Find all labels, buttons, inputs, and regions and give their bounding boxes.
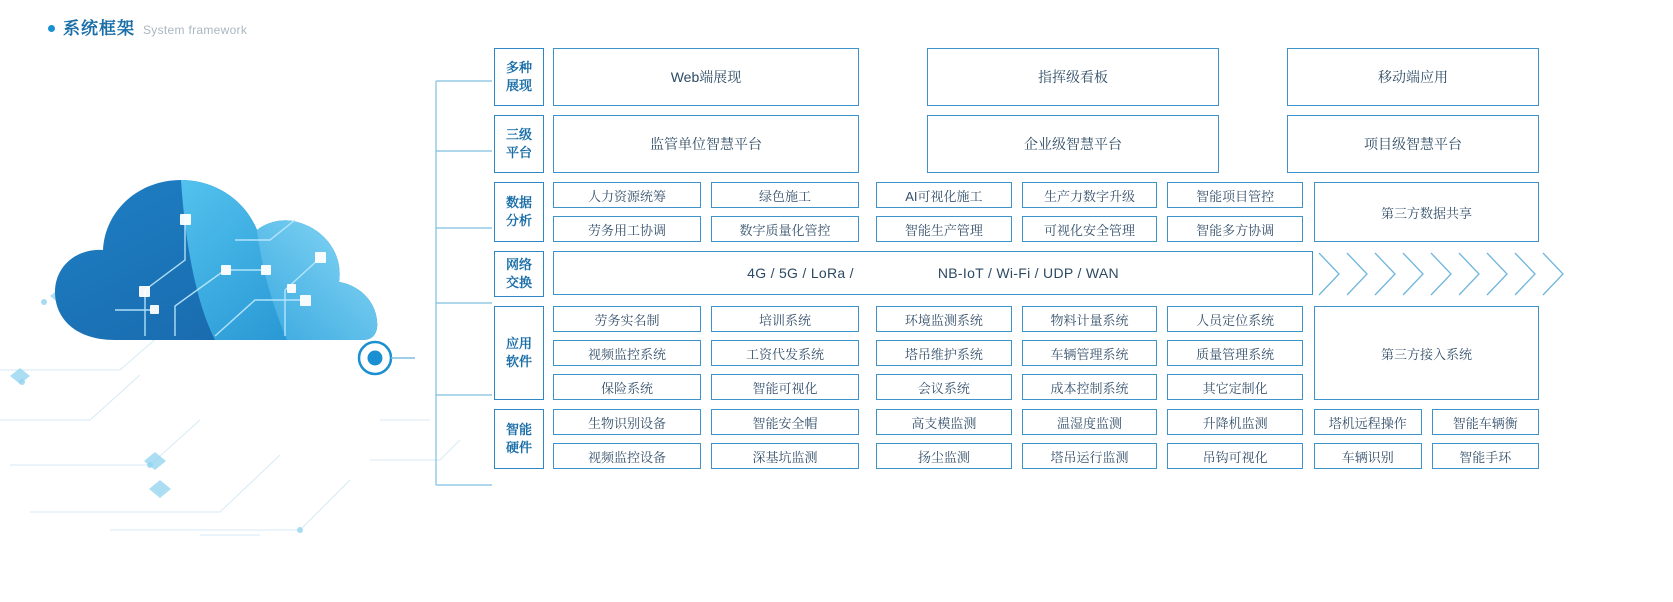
cell[interactable]: 视频监控系统 (553, 340, 701, 366)
cell[interactable]: 保险系统 (553, 374, 701, 400)
cell[interactable]: 智能车辆衡 (1432, 409, 1540, 435)
presentation-box-command-dashboard[interactable]: 指挥级看板 (927, 48, 1219, 106)
row-label-network: 网络 交换 (494, 251, 544, 297)
cell[interactable]: 车辆管理系统 (1022, 340, 1158, 366)
data-analysis-third-party-share[interactable]: 第三方数据共享 (1314, 182, 1539, 242)
cell[interactable]: 质量管理系统 (1167, 340, 1303, 366)
cell[interactable]: 高支模监测 (876, 409, 1012, 435)
page-subtitle: System framework (143, 23, 248, 37)
cell[interactable]: 升降机监测 (1167, 409, 1303, 435)
hardware-group-c (1314, 409, 1539, 469)
cell[interactable]: 劳务用工协调 (553, 216, 701, 242)
application-group-b (876, 306, 1303, 400)
spacer (1303, 306, 1314, 400)
diagram-row-smart-hardware (494, 409, 1539, 469)
row-label-smart-hardware: 智能 硬件 (494, 409, 544, 469)
cell[interactable]: 生产力数字升级 (1022, 182, 1158, 208)
cell[interactable]: 可视化安全管理 (1022, 216, 1158, 242)
bracket-lines-icon (430, 48, 500, 518)
cell[interactable]: 塔吊维护系统 (876, 340, 1012, 366)
cell[interactable]: 智能多方协调 (1167, 216, 1303, 242)
spacer (1303, 409, 1314, 469)
network-protocol-bar[interactable] (553, 251, 1313, 295)
diagram-row-platform (494, 115, 1539, 173)
network-arrow-strip (1317, 251, 1585, 297)
row-label-presentation: 多种 展现 (494, 48, 544, 106)
row-label-data-analysis: 数据 分析 (494, 182, 544, 242)
chevron-right-icon (1317, 251, 1585, 297)
application-third-party-access[interactable]: 第三方接入系统 (1314, 306, 1539, 400)
cell[interactable]: 智能项目管控 (1167, 182, 1303, 208)
data-analysis-group-a (553, 182, 859, 242)
cloud-illustration (0, 120, 470, 540)
presentation-box-mobile[interactable]: 移动端应用 (1287, 48, 1539, 106)
page-header (48, 14, 247, 39)
cell[interactable]: AI可视化施工 (876, 182, 1012, 208)
cell[interactable]: 人力资源统筹 (553, 182, 701, 208)
row-label-platform: 三级 平台 (494, 115, 544, 173)
cell[interactable]: 绿色施工 (711, 182, 859, 208)
hardware-group-a (553, 409, 859, 469)
spacer (1219, 115, 1287, 173)
cell[interactable]: 智能可视化 (711, 374, 859, 400)
cell[interactable]: 车辆识别 (1314, 443, 1422, 469)
diagram-row-application-software (494, 306, 1539, 400)
cell[interactable]: 生物识别设备 (553, 409, 701, 435)
spacer (859, 115, 927, 173)
cell[interactable]: 其它定制化 (1167, 374, 1303, 400)
cell[interactable]: 数字质量化管控 (711, 216, 859, 242)
cell[interactable]: 劳务实名制 (553, 306, 701, 332)
row-label-application-software: 应用 软件 (494, 306, 544, 400)
platform-box-project[interactable]: 项目级智慧平台 (1287, 115, 1539, 173)
platform-box-enterprise[interactable]: 企业级智慧平台 (927, 115, 1219, 173)
cell[interactable]: 塔吊运行监测 (1022, 443, 1158, 469)
cloud-icon (0, 120, 470, 540)
spacer (859, 182, 876, 242)
cell[interactable]: 扬尘监测 (876, 443, 1012, 469)
cell[interactable]: 温湿度监测 (1022, 409, 1158, 435)
framework-diagram (494, 48, 1539, 478)
cell[interactable]: 工资代发系统 (711, 340, 859, 366)
cell[interactable]: 成本控制系统 (1022, 374, 1158, 400)
diagram-row-data-analysis (494, 182, 1539, 242)
cell[interactable]: 视频监控设备 (553, 443, 701, 469)
cell[interactable]: 塔机远程操作 (1314, 409, 1422, 435)
cell[interactable]: 深基坑监测 (711, 443, 859, 469)
cell[interactable]: 物料计量系统 (1022, 306, 1158, 332)
spacer (1219, 48, 1287, 106)
cell[interactable]: 智能生产管理 (876, 216, 1012, 242)
cell[interactable]: 培训系统 (711, 306, 859, 332)
data-analysis-group-b (876, 182, 1303, 242)
connector-bracket (430, 48, 500, 518)
presentation-box-web[interactable]: Web端展现 (553, 48, 859, 106)
diagram-row-network (494, 251, 1539, 297)
page-title: 系统框架 (63, 19, 135, 38)
cell[interactable]: 智能手环 (1432, 443, 1540, 469)
cell[interactable]: 人员定位系统 (1167, 306, 1303, 332)
cell[interactable]: 会议系统 (876, 374, 1012, 400)
node-dot-icon (359, 342, 391, 374)
spacer (1303, 182, 1314, 242)
platform-box-regulator[interactable]: 监管单位智慧平台 (553, 115, 859, 173)
network-segment-1: 4G / 5G / LoRa / (747, 265, 854, 281)
bullet-dot-icon (48, 25, 55, 32)
cell[interactable]: 环境监测系统 (876, 306, 1012, 332)
hardware-group-b (876, 409, 1303, 469)
spacer (859, 409, 876, 469)
diagram-row-presentation (494, 48, 1539, 106)
network-segment-2: NB-IoT / Wi-Fi / UDP / WAN (937, 265, 1119, 281)
spacer (859, 306, 876, 400)
application-group-a (553, 306, 859, 400)
cell[interactable]: 智能安全帽 (711, 409, 859, 435)
spacer (859, 48, 927, 106)
cell[interactable]: 吊钩可视化 (1167, 443, 1303, 469)
